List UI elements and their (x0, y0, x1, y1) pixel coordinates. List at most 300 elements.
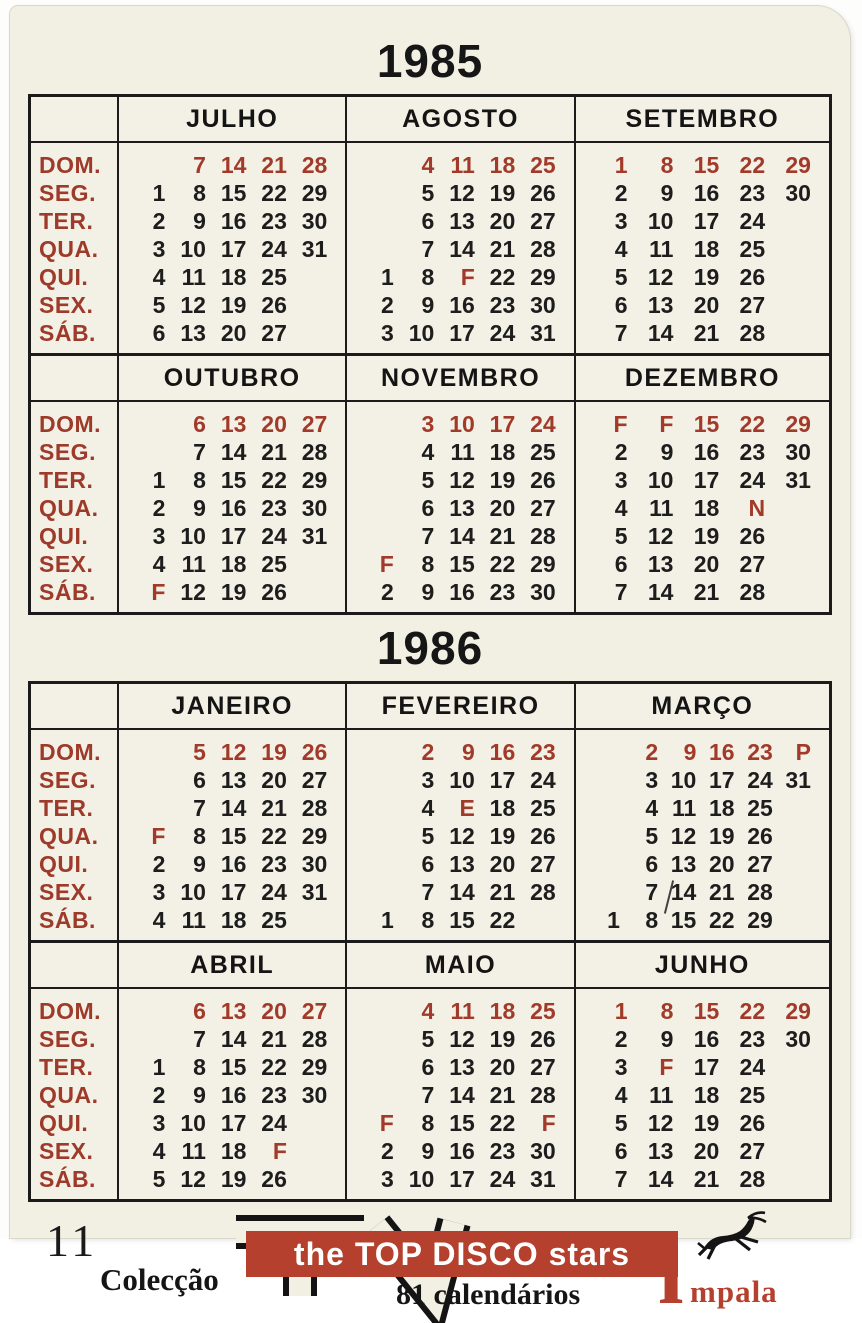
weekday-label: SEX. (39, 1138, 94, 1164)
date-cell: 29 (301, 1054, 328, 1080)
month-dates-grid (117, 402, 345, 612)
date-cell: 6 (614, 292, 628, 318)
date-cell: 2 (381, 292, 394, 318)
date-cell: 28 (301, 152, 328, 178)
date-cell: 12 (449, 180, 475, 206)
date-cell: 5 (421, 823, 435, 849)
date-cell: 4 (421, 795, 435, 821)
date-cell: 25 (739, 236, 766, 262)
date-cell: 31 (301, 879, 328, 905)
date-cell: 21 (261, 1026, 287, 1052)
date-cell: 18 (708, 795, 735, 821)
date-cell: 2 (421, 739, 435, 765)
date-cell: 20 (489, 1054, 516, 1080)
empty-date-cell (584, 822, 622, 850)
month-dates-grid (345, 989, 573, 1199)
date-cell: 5 (421, 180, 435, 206)
weekday-label: SEG. (39, 1026, 96, 1052)
month-band (31, 353, 829, 612)
empty-date-cell (355, 466, 395, 494)
date-cell: 13 (647, 1138, 674, 1164)
empty-date-cell (355, 438, 395, 466)
empty-date-cell (355, 997, 395, 1025)
date-cell: 19 (693, 264, 720, 290)
date-cell: 16 (220, 851, 247, 877)
weekday-label: TER. (39, 1054, 94, 1080)
date-cell: 26 (739, 1110, 766, 1136)
date-cell: 4 (152, 551, 166, 577)
date-cell: 10 (408, 1166, 435, 1192)
date-cell: 22 (489, 551, 516, 577)
date-cell: 24 (530, 411, 556, 437)
month-dates-grid (117, 143, 345, 353)
date-cell: 21 (693, 1166, 720, 1192)
date-cell: 13 (220, 411, 247, 437)
empty-date-cell (127, 438, 167, 466)
date-cell: 7 (614, 1166, 628, 1192)
date-cell: 20 (693, 292, 720, 318)
date-cell: 11 (450, 439, 475, 465)
date-cell: 17 (220, 523, 247, 549)
impala-deer-icon (696, 1210, 770, 1262)
date-cell: 9 (660, 180, 674, 206)
date-cell: 2 (152, 1082, 166, 1108)
month-dates-grid (345, 730, 573, 940)
date-cell: 5 (193, 739, 206, 765)
weekday-label: SÁB. (39, 579, 96, 605)
empty-date-cell (355, 794, 395, 822)
date-cell: 6 (193, 767, 206, 793)
date-cell: 19 (261, 739, 287, 765)
date-cell: 7 (421, 523, 435, 549)
date-cell: 15 (220, 467, 247, 493)
date-cell: 26 (739, 523, 766, 549)
empty-date-cell (127, 738, 167, 766)
empty-date-cell (767, 1109, 813, 1137)
date-cell: 31 (785, 767, 811, 793)
date-cell: 16 (220, 495, 247, 521)
date-cell: 18 (693, 495, 720, 521)
date-cell: 3 (152, 879, 166, 905)
date-cell: 26 (530, 1026, 556, 1052)
date-cell: 19 (693, 523, 720, 549)
date-cell: 22 (489, 264, 516, 290)
date-cell: 14 (449, 1082, 475, 1108)
date-cell: 17 (708, 767, 735, 793)
date-cell: 21 (261, 152, 287, 178)
date-cell: 2 (614, 1026, 628, 1052)
date-cell: 5 (614, 523, 628, 549)
empty-date-cell (127, 410, 167, 438)
top-disco-stars-banner: the TOP DISCO stars (246, 1231, 678, 1277)
date-cell: 3 (152, 523, 166, 549)
date-cell: 22 (708, 907, 735, 933)
date-cell: 4 (152, 1138, 166, 1164)
date-cell: 25 (739, 1082, 766, 1108)
date-cell: 6 (193, 411, 206, 437)
date-cell: 9 (462, 739, 475, 765)
weekday-labels-column (31, 730, 117, 940)
date-cell: N (748, 495, 766, 521)
date-cell: 3 (152, 236, 166, 262)
date-cell: 12 (180, 292, 206, 318)
empty-date-cell (767, 319, 813, 347)
date-cell: 10 (180, 236, 206, 262)
date-cell: 13 (647, 292, 674, 318)
date-cell: 9 (193, 851, 206, 877)
weekday-label: SEG. (39, 439, 96, 465)
date-cell: 25 (530, 795, 556, 821)
empty-date-cell (127, 997, 167, 1025)
weekday-label: QUI. (39, 264, 89, 290)
date-cell: 26 (530, 467, 556, 493)
empty-date-cell (767, 522, 813, 550)
date-cell: 30 (301, 851, 328, 877)
date-cell: F (613, 411, 628, 437)
date-cell: 12 (647, 523, 674, 549)
date-cell: 8 (193, 467, 206, 493)
date-cell: 6 (421, 1054, 435, 1080)
date-cell: 19 (489, 467, 516, 493)
date-cell: 10 (408, 320, 435, 346)
weekday-label: SEX. (39, 879, 94, 905)
empty-date-cell (289, 906, 329, 934)
date-cell: 13 (647, 551, 674, 577)
date-cell: 16 (449, 1138, 475, 1164)
date-cell: 19 (489, 823, 516, 849)
date-cell: 8 (660, 998, 674, 1024)
date-cell: 21 (261, 795, 287, 821)
date-cell: 12 (647, 264, 674, 290)
date-cell: 25 (261, 551, 287, 577)
date-cell: 18 (489, 998, 516, 1024)
date-cell: 1 (614, 152, 628, 178)
weekday-label: DOM. (39, 152, 102, 178)
date-cell: 9 (193, 208, 206, 234)
date-cell: 30 (530, 579, 556, 605)
date-cell: 24 (747, 767, 773, 793)
weekday-label: SEX. (39, 551, 94, 577)
empty-date-cell (584, 850, 622, 878)
empty-date-cell (767, 1165, 813, 1193)
date-cell: 28 (530, 523, 556, 549)
header-corner-cell (31, 684, 117, 728)
date-cell: 6 (614, 551, 628, 577)
date-cell: 24 (739, 1054, 766, 1080)
month-dates-grid (574, 989, 829, 1199)
date-cell: 15 (693, 998, 720, 1024)
date-cell: 21 (261, 439, 287, 465)
date-cell: 15 (693, 411, 720, 437)
date-cell: 31 (301, 236, 328, 262)
date-cell: 21 (489, 523, 516, 549)
impala-logo (658, 1212, 808, 1323)
date-cell: 23 (261, 851, 287, 877)
date-cell: 23 (489, 292, 516, 318)
date-cell: 11 (181, 551, 206, 577)
date-cell: 28 (739, 1166, 766, 1192)
date-cell: 14 (647, 579, 674, 605)
date-cell: 24 (489, 1166, 516, 1192)
date-cell: 9 (421, 1138, 435, 1164)
date-cell: 9 (421, 292, 435, 318)
date-cell: 28 (530, 1082, 556, 1108)
date-cell: 15 (220, 1054, 247, 1080)
date-cell: 21 (693, 579, 720, 605)
date-cell: 28 (301, 1026, 328, 1052)
date-cell: 28 (739, 579, 766, 605)
month-name: AGOSTO (345, 97, 573, 141)
header-corner-cell (31, 97, 117, 141)
date-cell: 29 (301, 180, 328, 206)
date-cell: F (272, 1138, 287, 1164)
band-body-row (31, 730, 829, 940)
band-header-row (31, 943, 829, 989)
date-cell: 14 (670, 879, 697, 905)
month-dates-grid (117, 730, 345, 940)
date-cell: 16 (220, 208, 247, 234)
date-cell: 6 (421, 851, 435, 877)
date-cell: 10 (647, 467, 674, 493)
date-cell: 18 (489, 439, 516, 465)
date-cell: 3 (614, 1054, 628, 1080)
date-cell: 3 (421, 411, 435, 437)
date-cell: 30 (785, 180, 811, 206)
calendar-table (28, 681, 832, 1202)
date-cell: 11 (181, 1138, 206, 1164)
date-cell: 27 (301, 998, 328, 1024)
date-cell: 28 (739, 320, 766, 346)
date-cell: 5 (421, 467, 435, 493)
empty-date-cell (289, 1165, 329, 1193)
date-cell: E (459, 795, 475, 821)
empty-date-cell (355, 522, 395, 550)
empty-date-cell (767, 578, 813, 606)
date-cell: 20 (489, 851, 516, 877)
date-cell: 27 (301, 767, 328, 793)
date-cell: 8 (193, 180, 206, 206)
date-cell: 19 (220, 292, 247, 318)
date-cell: 7 (193, 439, 206, 465)
date-cell: 23 (739, 1026, 766, 1052)
date-cell: 5 (152, 292, 166, 318)
impala-wordmark: mpala (690, 1274, 778, 1309)
date-cell: 3 (614, 208, 628, 234)
band-header-row (31, 684, 829, 730)
month-dates-grid (574, 143, 829, 353)
month-band (31, 684, 829, 940)
date-cell: 30 (785, 439, 811, 465)
empty-date-cell (355, 494, 395, 522)
date-cell: 18 (220, 907, 247, 933)
header-corner-cell (31, 943, 117, 987)
date-cell: 3 (645, 767, 659, 793)
date-cell: 11 (649, 495, 674, 521)
date-cell: 10 (180, 1110, 206, 1136)
date-cell: 23 (747, 739, 773, 765)
date-cell: F (460, 264, 475, 290)
date-cell: 14 (220, 152, 247, 178)
date-cell: 22 (739, 411, 766, 437)
date-cell: 27 (530, 851, 556, 877)
empty-date-cell (289, 1109, 329, 1137)
date-cell: 7 (193, 795, 206, 821)
month-name: SETEMBRO (574, 97, 829, 141)
date-cell: 3 (614, 467, 628, 493)
date-cell: 11 (672, 795, 697, 821)
date-cell: 15 (670, 907, 697, 933)
date-cell: 22 (489, 1110, 516, 1136)
date-cell: 14 (220, 795, 247, 821)
year-title: 1986 (376, 622, 484, 674)
date-cell: 3 (421, 767, 435, 793)
date-cell: 10 (647, 208, 674, 234)
date-cell: 25 (261, 907, 287, 933)
empty-date-cell (355, 878, 395, 906)
empty-date-cell (767, 235, 813, 263)
empty-date-cell (289, 550, 329, 578)
weekday-label: QUA. (39, 236, 99, 262)
date-cell: 4 (614, 495, 628, 521)
date-cell: 11 (181, 264, 206, 290)
date-cell: 18 (489, 152, 516, 178)
date-cell: 8 (193, 1054, 206, 1080)
date-cell: 4 (614, 1082, 628, 1108)
empty-date-cell (289, 263, 329, 291)
date-cell: 27 (739, 1138, 766, 1164)
date-cell: 3 (381, 1166, 394, 1192)
date-cell: 3 (381, 320, 394, 346)
date-cell: 5 (152, 1166, 166, 1192)
date-cell: F (541, 1110, 556, 1136)
weekday-label: QUA. (39, 823, 99, 849)
date-cell: 13 (449, 1054, 475, 1080)
empty-date-cell (584, 738, 622, 766)
date-cell: 23 (530, 739, 556, 765)
empty-date-cell (767, 291, 813, 319)
date-cell: 23 (489, 579, 516, 605)
date-cell: 21 (489, 879, 516, 905)
date-cell: 2 (381, 579, 394, 605)
date-cell: 17 (693, 208, 720, 234)
date-cell: 5 (421, 1026, 435, 1052)
date-cell: 14 (449, 879, 475, 905)
weekday-label: SÁB. (39, 907, 96, 933)
date-cell: 10 (670, 767, 697, 793)
date-cell: 24 (530, 767, 556, 793)
date-cell: 31 (530, 320, 556, 346)
date-cell: 12 (449, 1026, 475, 1052)
footer (28, 1204, 832, 1323)
empty-date-cell (355, 207, 395, 235)
date-cell: 4 (614, 236, 628, 262)
date-cell: 8 (421, 264, 435, 290)
date-cell: 18 (489, 795, 516, 821)
date-cell: 27 (530, 1054, 556, 1080)
date-cell: 10 (449, 767, 475, 793)
empty-date-cell (584, 766, 622, 794)
date-cell: 21 (708, 879, 735, 905)
date-cell: 12 (647, 1110, 674, 1136)
date-cell: 29 (785, 998, 811, 1024)
month-name: JUNHO (574, 943, 829, 987)
date-cell: 27 (739, 292, 766, 318)
date-cell: 1 (381, 264, 394, 290)
date-cell: 15 (449, 1110, 475, 1136)
calendar-tables (28, 34, 832, 1202)
date-cell: 17 (693, 1054, 720, 1080)
date-cell: 7 (421, 879, 435, 905)
date-cell: 16 (449, 292, 475, 318)
date-cell: 12 (670, 823, 697, 849)
date-cell: 27 (530, 208, 556, 234)
date-cell: 9 (193, 495, 206, 521)
date-cell: 22 (739, 152, 766, 178)
date-cell: 8 (421, 551, 435, 577)
date-cell: 10 (449, 411, 475, 437)
month-dates-grid (345, 402, 573, 612)
date-cell: 19 (220, 1166, 247, 1192)
year-title: 1985 (376, 35, 484, 87)
date-cell: 18 (220, 264, 247, 290)
empty-date-cell (767, 494, 813, 522)
empty-date-cell (767, 1137, 813, 1165)
date-cell: 6 (152, 320, 166, 346)
band-body-row (31, 989, 829, 1199)
weekday-labels-column (31, 402, 117, 612)
date-cell: 28 (747, 879, 773, 905)
date-cell: 17 (220, 1110, 247, 1136)
empty-date-cell (355, 1081, 395, 1109)
weekday-label: DOM. (39, 411, 102, 437)
date-cell: 13 (449, 851, 475, 877)
date-cell: 10 (180, 879, 206, 905)
date-cell: 12 (180, 1166, 206, 1192)
date-cell: 30 (530, 292, 556, 318)
date-cell: 16 (708, 739, 735, 765)
date-cell: 1 (607, 907, 620, 933)
date-cell: 24 (261, 879, 287, 905)
impala-initial: i (658, 1221, 684, 1323)
empty-date-cell (767, 550, 813, 578)
date-cell: 7 (421, 236, 435, 262)
empty-date-cell (355, 179, 395, 207)
date-cell: 4 (152, 907, 166, 933)
date-cell: 9 (660, 439, 674, 465)
date-cell: 16 (693, 180, 720, 206)
empty-date-cell (767, 263, 813, 291)
date-cell: 11 (649, 236, 674, 262)
date-cell: F (151, 579, 166, 605)
date-cell: 5 (645, 823, 659, 849)
empty-date-cell (775, 850, 813, 878)
date-cell: 29 (785, 152, 811, 178)
date-cell: 26 (739, 264, 766, 290)
date-cell: 17 (489, 411, 516, 437)
weekday-label: TER. (39, 467, 94, 493)
empty-date-cell (775, 794, 813, 822)
month-name: MAIO (345, 943, 573, 987)
date-cell: 27 (261, 320, 287, 346)
date-cell: 22 (489, 907, 516, 933)
date-cell: 19 (489, 180, 516, 206)
date-cell: 22 (739, 998, 766, 1024)
date-cell: 2 (152, 495, 166, 521)
date-cell: 16 (693, 439, 720, 465)
date-cell: 23 (261, 208, 287, 234)
empty-date-cell (775, 822, 813, 850)
empty-date-cell (355, 1025, 395, 1053)
